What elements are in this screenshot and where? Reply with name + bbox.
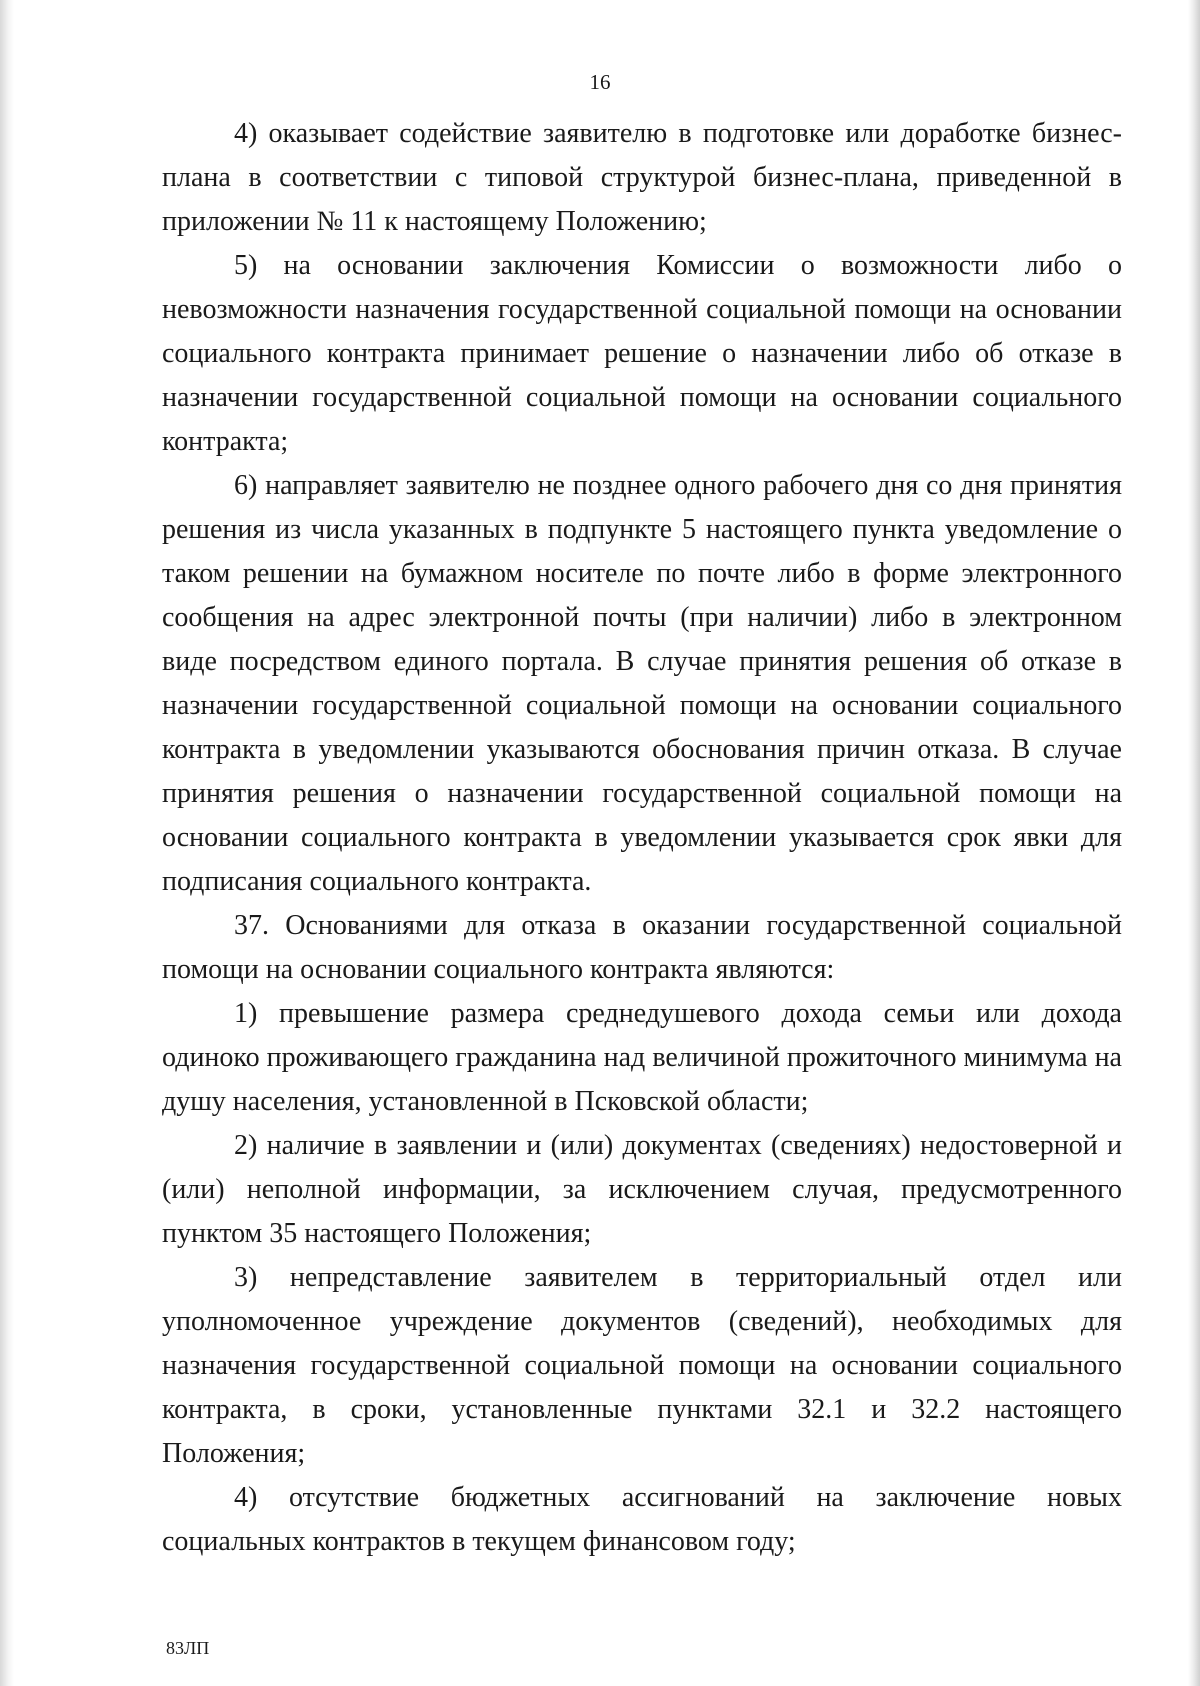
page-number: 16 [589,70,611,94]
document-code: 83ЛП [166,1638,210,1658]
paragraph-item-4: 4) оказывает содействие заявителю в подготовке или доработке бизнес-плана в соответствии с типовой структурой бизнес-плана, приведенной в приложении № 11 к настоящему Положению; [162,118,1122,237]
paragraph-clause-37: 37. Основаниями для отказа в оказании государственной социальной помощи на основании социального контракта являются: [162,910,1122,985]
paragraph-reason-1: 1) превышение размера среднедушевого дохода семьи или дохода одиноко проживающего гражданина над величиной прожиточного минимума на душу населения, установленной в Псковской области; [162,998,1122,1117]
document-body [162,112,1122,1564]
paragraph-reason-2: 2) наличие в заявлении и (или) документах (сведениях) недостоверной и (или) неполной информации, за исключением случая, предусмотренного пунктом 35 настоящего Положения; [162,1130,1122,1249]
paragraph-reason-4: 4) отсутствие бюджетных ассигнований на заключение новых социальных контрактов в текущем финансовом году; [162,1482,1122,1557]
paragraph-reason-3: 3) непредставление заявителем в территориальный отдел или уполномоченное учреждение документов (сведений), необходимых для назначения государственной социальной помощи на основании социального контракта, в сроки, установленные пунктами 32.1 и 32.2 настоящего Положения; [162,1262,1122,1469]
paragraph-item-5: 5) на основании заключения Комиссии о возможности либо о невозможности назначения государственной социальной помощи на основании социального контракта принимает решение о назначении либо об отказе в назначении государственной социальной помощи на основании социального контракта; [162,250,1122,457]
paragraph-item-6: 6) направляет заявителю не позднее одного рабочего дня со дня принятия решения из числа указанных в подпункте 5 настоящего пункта уведомление о таком решении на бумажном носителе по почте либо в форме электронного сообщения на адрес электронной почты (при наличии) либо в электронном виде посредством единого портала. В случае принятия решения об отказе в назначении государственной социальной помощи на основании социального контракта в уведомлении указываются обоснования причин отказа. В случае принятия решения о назначении государственной социальной помощи на основании социального контракта в уведомлении указывается срок явки для подписания социального контракта. [162,470,1122,897]
scan-edge-left [0,0,14,1686]
scan-edge-right [1188,0,1200,1686]
